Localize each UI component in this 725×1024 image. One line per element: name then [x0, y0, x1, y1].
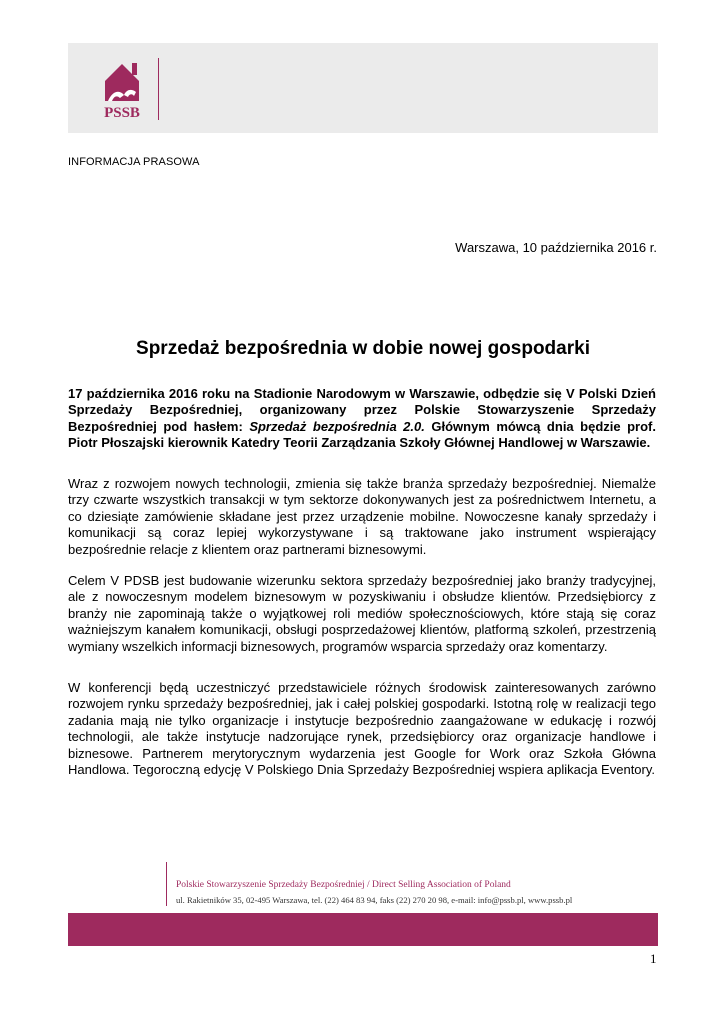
logo-text: PSSB	[104, 105, 140, 121]
house-hands-icon	[95, 57, 150, 122]
event-slogan: Sprzedaż bezpośrednia 2.0.	[249, 418, 425, 434]
document-title: Sprzedaż bezpośrednia w dobie nowej gospodarki	[136, 338, 590, 359]
lead-text-end: Głównym mówcą dnia będzie prof. Piotr Płoszajski kierownik Katedry Teorii Zarządzania Szkoły Głównej Handlowej w Warszawie.	[68, 418, 656, 451]
footer-address: ul. Rakietników 35, 02-495 Warszawa, tel. (22) 464 83 94, faks (22) 270 20 98, e-mail: info@pssb.pl, www.pssb.pl	[176, 895, 573, 905]
pssb-logo	[95, 57, 150, 122]
body-paragraph: Wraz z rozwojem nowych technologii, zmienia się także branża sprzedaży bezpośredniej. Niemalże trzy czwarte wszystkich transakcji w tym sektorze dokonywanych jest za pośrednictwem Internetu, a co dziesiąte zamówienie składane jest przez urządzenie mobilne. Nowoczesne kanały sprzedaży i komunikacji są coraz lepiej wykorzystywane i są traktowane jako instrument wspierający bezpośrednie relacje z klientem oraz partnerami biznesowymi.	[68, 476, 656, 557]
footer-organization: Polskie Stowarzyszenie Sprzedaży Bezpośredniej / Direct Selling Association of Poland	[176, 880, 511, 890]
header-band	[68, 43, 658, 133]
press-release-label: INFORMACJA PRASOWA	[68, 156, 200, 168]
lead-text-start: 17 października 2016 roku na Stadionie Narodowym w Warszawie, odbędzie się V Polski Dzień Sprzedaży Bezpośredniej, organizowany przez Polskie Stowarzyszenie Sprzedaży Bezpośredniej pod hasłem:	[68, 386, 656, 434]
logo-divider	[158, 58, 159, 120]
footer-divider	[166, 862, 167, 906]
page-number: 1	[650, 951, 657, 966]
footer-band	[68, 913, 658, 946]
body-paragraph: Celem V PDSB jest budowanie wizerunku sektora sprzedaży bezpośredniej jako branży tradycyjnej, ale z nowoczesnym modelem biznesowym w pozyskiwaniu i obsłudze klientów. Przedsiębiorcy z branży nie zapominają także o wyjątkowej roli mediów społecznościowych, które stają się coraz ważniejszym kanałem komunikacji, obsługi posprzedażowej klientów, platformą szkoleń, przestrzenią wymiany wszelkich informacji biznesowych, programów wsparcia sprzedaży oraz komentarzy.	[68, 573, 656, 654]
dateline: Warszawa, 10 października 2016 r.	[455, 240, 657, 255]
body-paragraph: W konferencji będą uczestniczyć przedstawiciele różnych środowisk zainteresowanych zarówno rozwojem rynku sprzedaży bezpośredniej, jak i całej polskiej gospodarki. Istotną rolę w realizacji tego zadania mają nie tylko organizacje i instytucje bezpośrednio zaangażowane w edukację i rozwój technologii, ale także instytucje nadzorujące rynek, przedsiębiorcy oraz organizacje handlowe i biznesowe. Partnerem merytorycznym wydarzenia jest Google for Work oraz Szkoła Główna Handlowa. Tegoroczną edycję V Polskiego Dnia Sprzedaży Bezpośredniej wspiera aplikacja Eventory.	[68, 680, 656, 778]
lead-paragraph	[68, 386, 656, 452]
